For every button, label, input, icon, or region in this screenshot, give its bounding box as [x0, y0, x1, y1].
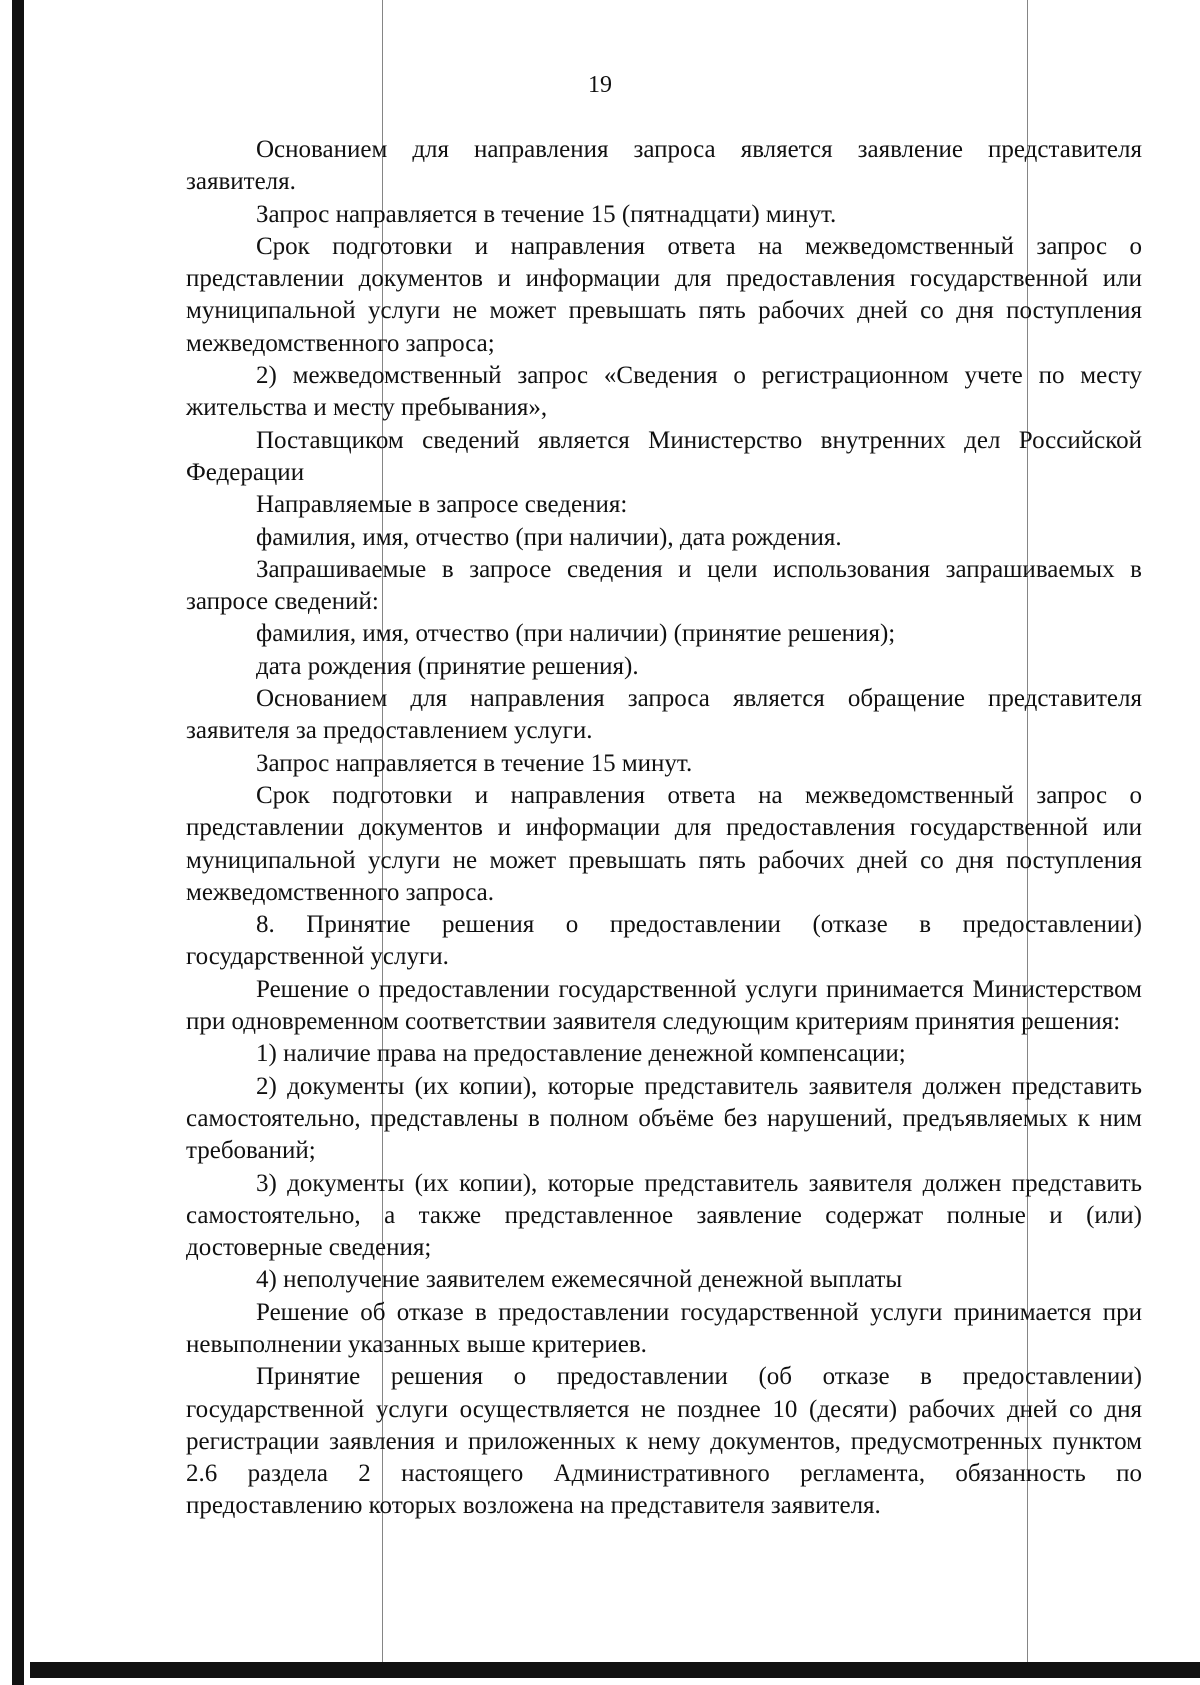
- list-item: 4) неполучение заявителем ежемесячной денежной выплаты: [256, 1266, 903, 1294]
- paragraph: 2) межведомственный запрос «Сведения о регистрационном учете по месту жительства и месту пребывания»,: [186, 362, 1142, 422]
- paragraph: Направляемые в запросе сведения:: [256, 491, 628, 519]
- scan-left-edge: [12, 0, 24, 1685]
- paragraph: Основанием для направления запроса является заявление представителя заявителя.: [186, 136, 1142, 196]
- section-heading: 8. Принятие решения о предоставлении (отказе в предоставлении) государственной услуги.: [186, 911, 1142, 971]
- paragraph: Срок подготовки и направления ответа на межведомственный запрос о представлении документов и информации для предоставления государственной или муниципальной услуги не может превышать пять рабочих дней со дня поступления межведомственного запроса.: [186, 781, 1142, 906]
- paragraph: Поставщиком сведений является Министерство внутренних дел Российской Федерации: [186, 426, 1142, 486]
- paragraph: Решение о предоставлении государственной услуги принимается Министерством при одновременном соответствии заявителя следующим критериям принятия решения:: [186, 975, 1142, 1036]
- paragraph: Срок подготовки и направления ответа на межведомственный запрос о представлении документов и информации для предоставления государственной или муниципальной услуги не может превышать пять рабочих дней со дня поступления межведомственного запроса;: [186, 232, 1142, 357]
- paragraph: Основанием для направления запроса является обращение представителя заявителя за предоставлением услуги.: [186, 685, 1142, 745]
- paragraph: Принятие решения о предоставлении (об отказе в предоставлении) государственной услуги осуществляется не позднее 10 (десяти) рабочих дней со дня регистрации заявления и приложенных к нему документов, предусмотренных пунктом 2.6 раздела 2 настоящего Административного регламента, обязанность по предоставлению которых возложена на представителя заявителя.: [186, 1363, 1142, 1520]
- scan-bottom-edge: [30, 1662, 1200, 1678]
- list-item: 1) наличие права на предоставление денежной компенсации;: [256, 1040, 906, 1068]
- paragraph: Запрос направляется в течение 15 (пятнадцати) минут.: [256, 200, 837, 228]
- paragraph: фамилия, имя, отчество (при наличии), дата рождения.: [256, 523, 842, 551]
- list-item: 2) документы (их копии), которые представитель заявителя должен представить самостоятельно, представлены в полном объёме без нарушений, предъявляемых к ним требований;: [186, 1072, 1142, 1165]
- paragraph: Запрос направляется в течение 15 минут.: [256, 749, 693, 777]
- paragraph: фамилия, имя, отчество (при наличии) (принятие решения);: [256, 620, 896, 648]
- page-number: 19: [588, 72, 612, 98]
- list-item: 3) документы (их копии), которые представитель заявителя должен представить самостоятельно, а также представленное заявление содержат полные и (или) достоверные сведения;: [186, 1169, 1142, 1262]
- paragraph: дата рождения (принятие решения).: [256, 652, 639, 680]
- paragraph: Запрашиваемые в запросе сведения и цели использования запрашиваемых в запросе сведений:: [186, 555, 1142, 616]
- paragraph: Решение об отказе в предоставлении государственной услуги принимается при невыполнении указанных выше критериев.: [186, 1298, 1142, 1358]
- document-body: [186, 134, 1142, 1523]
